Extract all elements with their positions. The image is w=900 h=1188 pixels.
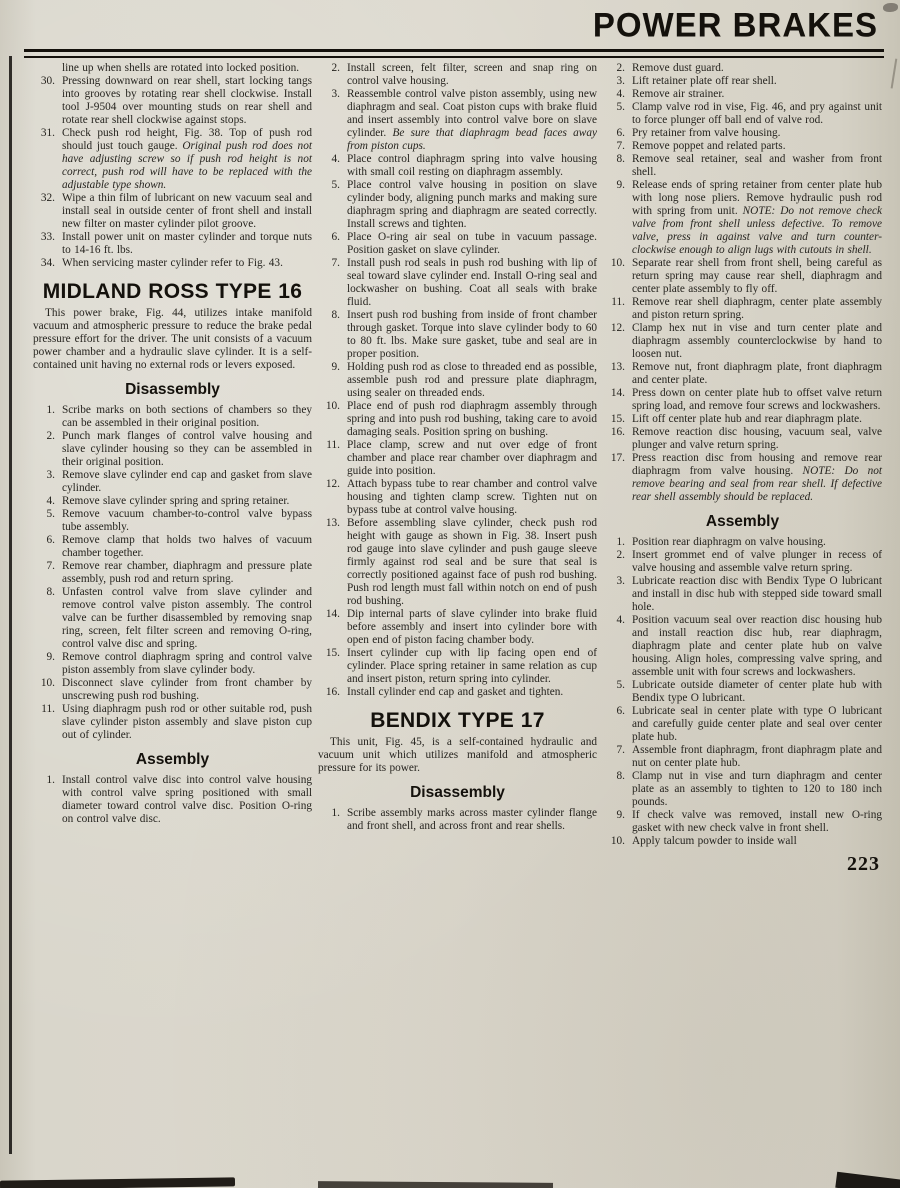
text-segment: Clamp hex nut in vise and turn center plate and diaphragm assembly counterclockwise by hand to loosen nut.	[632, 322, 882, 360]
item-text	[62, 430, 312, 469]
list-item	[603, 549, 882, 575]
item-text	[62, 62, 312, 75]
text-segment: Press down on center plate hub to offset valve return spring load, and remove four screws and lockwashers.	[632, 387, 882, 412]
item-text	[632, 322, 882, 361]
item-text	[632, 127, 882, 140]
item-number: 6.	[46, 534, 55, 546]
list-item	[603, 744, 882, 770]
item-number: 1.	[46, 404, 55, 416]
list-item	[318, 257, 597, 309]
list-item	[318, 179, 597, 231]
item-number: 3.	[46, 469, 55, 481]
item-text	[632, 296, 882, 322]
scan-artifact-left-edge	[9, 56, 12, 1154]
list-item	[603, 770, 882, 809]
item-number: 5.	[616, 101, 625, 113]
item-text	[347, 807, 597, 833]
item-text	[632, 536, 882, 549]
item-text	[62, 75, 312, 127]
text-segment: Place control valve housing in position on slave cylinder body, aligning punch marks and making sure diaphragm spring and diaphragm are seated correctly. Install screws and tighten.	[347, 179, 597, 230]
item-number: 4.	[46, 495, 55, 507]
list-item	[603, 322, 882, 361]
item-text	[632, 614, 882, 679]
item-number: 11.	[611, 296, 625, 308]
item-number: 1.	[616, 536, 625, 548]
list-item	[603, 296, 882, 322]
item-number: 10.	[325, 400, 340, 412]
item-number: 5.	[46, 508, 55, 520]
text-segment: Remove rear shell diaphragm, center plate assembly and piston return spring.	[632, 296, 882, 321]
item-text	[632, 75, 882, 88]
scan-artifact-top-right	[883, 3, 898, 12]
item-text	[347, 179, 597, 231]
paragraph	[318, 736, 597, 775]
list-item	[318, 361, 597, 400]
text-segment: Unfasten control valve from slave cylinder and remove control valve piston assembly. The control valve can be further disassembled by removing snap ring, screen, felt filter screen and removing O-ring, control valve disc and spring.	[62, 586, 312, 650]
item-text	[62, 257, 312, 270]
list-item	[33, 231, 312, 257]
paragraph	[33, 307, 312, 372]
item-number: 16.	[325, 686, 340, 698]
list-item	[318, 400, 597, 439]
text-segment: Attach bypass tube to rear chamber and control valve housing and tighten clamp screw. Tighten nut on bypass tube at control valve housing.	[347, 478, 597, 516]
item-text	[632, 140, 882, 153]
item-number: 8.	[46, 586, 55, 598]
text-segment: Clamp valve rod in vise, Fig. 46, and pry against unit to force plunger off ball end of valve rod.	[632, 101, 882, 126]
item-number: 5.	[616, 679, 625, 691]
item-text	[632, 413, 882, 426]
item-number: 10.	[40, 677, 55, 689]
list-item	[33, 75, 312, 127]
item-number: 2.	[616, 549, 625, 561]
text-segment: Remove poppet and related parts.	[632, 140, 786, 152]
header-rule	[24, 49, 884, 58]
item-text	[632, 101, 882, 127]
text-segment: Remove reaction disc housing, vacuum seal, valve plunger and valve return spring.	[632, 426, 882, 451]
scan-artifact-scribble	[884, 57, 898, 88]
text-segment: Disconnect slave cylinder from front chamber by unscrewing push rod bushing.	[62, 677, 312, 702]
item-number: 2.	[331, 62, 340, 74]
text-segment: Remove vacuum chamber-to-control valve bypass tube assembly.	[62, 508, 312, 533]
item-text	[62, 651, 312, 677]
item-number: 3.	[616, 575, 625, 587]
list-item	[33, 508, 312, 534]
item-text	[62, 508, 312, 534]
item-text	[347, 257, 597, 309]
item-text	[347, 608, 597, 647]
list-item	[318, 686, 597, 699]
item-number: 13.	[610, 361, 625, 373]
scan-artifact-bottom-middle	[318, 1181, 553, 1188]
text-segment: NOTE: Do not remove bearing and seal from rear shell. If defective rear shell assembly should be replaced.	[632, 465, 883, 503]
item-text	[62, 231, 312, 257]
list-item	[33, 677, 312, 703]
text-segment: Insert push rod bushing from inside of front chamber through gasket. Torque into slave cylinder body to 60 to 80 ft. lbs. Make sure gasket, tube and seal are in proper position.	[347, 309, 597, 360]
list-item	[33, 774, 312, 826]
list-item	[33, 586, 312, 651]
item-number: 9.	[331, 361, 340, 373]
item-number: 7.	[331, 257, 340, 269]
text-segment: Remove dust guard.	[632, 62, 724, 74]
list-item	[33, 469, 312, 495]
list-item	[603, 62, 882, 75]
item-text	[62, 703, 312, 742]
list-item	[33, 651, 312, 677]
item-number: 7.	[616, 744, 625, 756]
list-item	[318, 608, 597, 647]
item-number: 33.	[40, 231, 55, 243]
list-item	[318, 647, 597, 686]
text-segment: Lubricate seal in center plate with type O lubricant and carefully guide center plate and seal over center plate hub.	[632, 705, 882, 743]
item-number: 2.	[616, 62, 625, 74]
list-item	[33, 62, 312, 75]
item-number: 8.	[616, 770, 625, 782]
text-segment: Place clamp, screw and nut over edge of front chamber and place rear chamber over diaphragm and guide into position.	[347, 439, 597, 477]
text-segment: Scribe assembly marks across master cylinder flange and front shell, and across front and rear shells.	[347, 807, 597, 832]
item-number: 31.	[40, 127, 55, 139]
item-number: 6.	[616, 127, 625, 139]
item-number: 3.	[331, 88, 340, 100]
subsection-heading: Disassembly	[410, 784, 505, 801]
text-column-2	[318, 62, 597, 833]
item-text	[347, 361, 597, 400]
item-number: 11.	[41, 703, 55, 715]
list-item	[603, 452, 882, 504]
list-item	[603, 426, 882, 452]
item-text	[62, 469, 312, 495]
text-segment: Punch mark flanges of control valve housing and slave cylinder housing so they can be assembled in their original position.	[62, 430, 312, 468]
item-text	[632, 575, 882, 614]
list-item	[603, 127, 882, 140]
text-segment: Place O-ring air seal on tube in vacuum passage. Position gasket on slave cylinder.	[347, 231, 597, 256]
item-text	[347, 62, 597, 88]
text-segment: Assemble front diaphragm, front diaphragm plate and nut on center plate hub.	[632, 744, 882, 769]
item-number: 13.	[325, 517, 340, 529]
text-segment: Position vacuum seal over reaction disc housing hub and install reaction disc hub, rear diaphragm, diaphragm plate and center plate hub on valve housing. Align holes, compressing valve spring, and assemble unit with four screws and lockwashers.	[632, 614, 882, 678]
text-segment: If check valve was removed, install new O-ring gasket with new check valve in front shell.	[632, 809, 882, 834]
item-text	[632, 549, 882, 575]
text-segment: Place end of push rod diaphragm assembly through spring and into push rod bushing, taking care to avoid damaging seals. Position spring on bushing.	[347, 400, 597, 438]
item-text	[632, 452, 882, 504]
list-item	[603, 835, 882, 848]
item-text	[632, 387, 882, 413]
text-segment: Place control diaphragm spring into valve housing with small coil resting on diaphragm assembly.	[347, 153, 597, 178]
item-number	[33, 62, 62, 75]
item-number: 10.	[610, 257, 625, 269]
subsection-heading: Disassembly	[125, 381, 220, 398]
text-segment: Remove air strainer.	[632, 88, 725, 100]
text-segment: Lift off center plate hub and rear diaphragm plate.	[632, 413, 862, 425]
list-item	[33, 703, 312, 742]
item-text	[632, 744, 882, 770]
item-number: 9.	[616, 179, 625, 191]
item-text	[632, 179, 882, 257]
item-text	[347, 309, 597, 361]
list-item	[603, 257, 882, 296]
item-text	[62, 560, 312, 586]
item-number: 17.	[610, 452, 625, 464]
item-number: 9.	[46, 651, 55, 663]
text-segment: Original push rod does not have adjusting screw so if push rod height is not correct, push rod will have to be replaced with the adjustable type shown.	[62, 140, 312, 191]
item-number: 8.	[616, 153, 625, 165]
item-number: 12.	[610, 322, 625, 334]
item-text	[632, 770, 882, 809]
text-segment: When servicing master cylinder refer to Fig. 43.	[62, 257, 283, 269]
text-segment: Install screen, felt filter, screen and snap ring on control valve housing.	[347, 62, 597, 87]
section-heading: MIDLAND ROSS TYPE 16	[42, 280, 303, 303]
item-text	[632, 835, 882, 848]
list-item	[33, 560, 312, 586]
list-item	[318, 807, 597, 833]
page-header	[593, 6, 878, 44]
text-segment: Apply talcum powder to inside wall	[632, 835, 797, 847]
item-text	[62, 534, 312, 560]
list-item	[603, 413, 882, 426]
item-text	[62, 192, 312, 231]
text-segment: Install cylinder end cap and gasket and tighten.	[347, 686, 564, 698]
list-item	[603, 705, 882, 744]
item-text	[632, 679, 882, 705]
item-text	[62, 127, 312, 192]
list-item	[603, 614, 882, 679]
text-segment: Using diaphragm push rod or other suitable rod, push slave cylinder piston assembly and slave piston cup out of cylinder.	[62, 703, 312, 741]
list-item	[33, 534, 312, 560]
list-item	[33, 430, 312, 469]
text-segment: Before assembling slave cylinder, check push rod height with gauge as shown in Fig. 38. Insert push rod gauge into slave cylinder and push gauge sleeve firmly against rod seal and be sure that seal is correctly positioned against face of push rod bushing. Push rod length must fall within notch on end of push rod bushing.	[347, 517, 597, 607]
item-text	[62, 404, 312, 430]
text-segment: This power brake, Fig. 44, utilizes intake manifold vacuum and atmospheric pressure to reduce the brake pedal pressure effort for the driver. The unit consists of a vacuum power chamber and a hydraulic slave cylinder. It is a self-contained unit having no external rods or levers exposed.	[33, 307, 312, 371]
item-text	[62, 495, 312, 508]
text-segment: Remove clamp that holds two halves of vacuum chamber together.	[62, 534, 312, 559]
item-number: 3.	[616, 75, 625, 87]
text-segment: Lift retainer plate off rear shell.	[632, 75, 777, 87]
text-segment: Scribe marks on both sections of chambers so they can be assembled in their original position.	[62, 404, 312, 429]
item-number: 10.	[610, 835, 625, 847]
item-text	[62, 677, 312, 703]
subsection-heading: Assembly	[135, 751, 210, 768]
text-segment: Insert cylinder cup with lip facing open end of cylinder. Place spring retainer in same relation as cup and insert piston, return spring into cylinder.	[347, 647, 597, 685]
item-number: 15.	[610, 413, 625, 425]
item-number: 8.	[331, 309, 340, 321]
text-segment: Insert grommet end of valve plunger in recess of valve housing and assemble valve return spring.	[632, 549, 882, 574]
item-text	[347, 439, 597, 478]
list-item	[603, 361, 882, 387]
item-text	[62, 774, 312, 826]
list-item	[603, 101, 882, 127]
item-number: 4.	[616, 614, 625, 626]
item-text	[347, 88, 597, 153]
item-number: 14.	[610, 387, 625, 399]
item-number: 14.	[325, 608, 340, 620]
text-column-1	[33, 62, 312, 826]
text-segment: Install power unit on master cylinder and torque nuts to 14-16 ft. lbs.	[62, 231, 312, 256]
item-number: 4.	[616, 88, 625, 100]
item-number: 7.	[46, 560, 55, 572]
scan-artifact-bottom-right	[835, 1172, 900, 1188]
item-number: 32.	[40, 192, 55, 204]
item-number: 2.	[46, 430, 55, 442]
text-column-3	[603, 62, 883, 875]
item-text	[632, 257, 882, 296]
list-item	[318, 153, 597, 179]
list-item	[603, 575, 882, 614]
list-item	[603, 179, 882, 257]
list-item	[603, 75, 882, 88]
text-segment: Reassemble control valve piston assembly, using new diaphragm and seal. Coat piston cups with brake fluid and insert assembly into control valve bore on slave cylinder.	[347, 88, 597, 139]
list-item	[603, 140, 882, 153]
text-segment: Dip internal parts of slave cylinder into brake fluid before assembly and insert into cylinder bore with open end of piston facing chamber body.	[347, 608, 597, 646]
list-item	[603, 679, 882, 705]
list-item	[603, 809, 882, 835]
list-item	[603, 153, 882, 179]
list-item	[33, 257, 312, 270]
item-number: 1.	[46, 774, 55, 786]
item-text	[632, 62, 882, 75]
text-segment: Lubricate outside diameter of center plate hub with Bendix type O lubricant.	[632, 679, 882, 704]
item-text	[62, 586, 312, 651]
item-text	[632, 361, 882, 387]
section-heading: BENDIX TYPE 17	[370, 709, 545, 732]
page-number: 223	[847, 853, 880, 875]
text-segment: Release ends of spring retainer from center plate hub with long nose pliers. Remove hydraulic push rod with spring from unit.	[632, 179, 882, 217]
text-segment: Pressing downward on rear shell, start locking tangs into grooves by rotating rear shell clockwise. Install tool J-9504 over mounting studs on rear shell and rotate rear shell clockwise against stops.	[62, 75, 312, 126]
item-text	[632, 426, 882, 452]
text-segment: Separate rear shell from front shell, being careful as return spring may cause rear shell, diaphragm and center plate assembly to fly off.	[632, 257, 882, 295]
item-number: 5.	[331, 179, 340, 191]
item-number: 6.	[331, 231, 340, 243]
item-text	[632, 705, 882, 744]
list-item	[603, 387, 882, 413]
text-segment: Press reaction disc from housing and remove rear diaphragm from valve housing.	[632, 452, 882, 477]
text-segment: This unit, Fig. 45, is a self-contained hydraulic and vacuum unit which utilizes manifold and atmospheric pressure for its power.	[318, 736, 597, 774]
list-item	[318, 88, 597, 153]
text-segment: Pry retainer from valve housing.	[632, 127, 781, 139]
item-number: 6.	[616, 705, 625, 717]
list-item	[318, 517, 597, 608]
text-segment: line up when shells are rotated into locked position.	[62, 62, 300, 74]
item-number: 1.	[331, 807, 340, 819]
text-segment: Wipe a thin film of lubricant on new vacuum seal and install seal in outside center of front shell and install new filter on master cylinder pilot groove.	[62, 192, 312, 230]
text-segment: Remove nut, front diaphragm plate, front diaphragm and center plate.	[632, 361, 882, 386]
list-item	[33, 127, 312, 192]
item-text	[347, 153, 597, 179]
item-text	[347, 517, 597, 608]
item-number: 15.	[325, 647, 340, 659]
text-segment: Remove seal retainer, seal and washer from front shell.	[632, 153, 882, 178]
list-item	[33, 192, 312, 231]
list-item	[603, 536, 882, 549]
list-item	[318, 439, 597, 478]
item-number: 12.	[325, 478, 340, 490]
text-segment: Position rear diaphragm on valve housing.	[632, 536, 826, 548]
text-segment: Remove slave cylinder spring and spring retainer.	[62, 495, 290, 507]
list-item	[603, 88, 882, 101]
item-number: 9.	[616, 809, 625, 821]
text-segment: Clamp nut in vise and turn diaphragm and center plate as an assembly to tighten to 120 to 180 inch pounds.	[632, 770, 882, 808]
item-text	[347, 686, 597, 699]
list-item	[33, 495, 312, 508]
text-segment: Remove rear chamber, diaphragm and pressure plate assembly, push rod and return spring.	[62, 560, 312, 585]
item-text	[632, 809, 882, 835]
item-number: 34.	[40, 257, 55, 269]
list-item	[318, 478, 597, 517]
item-text	[632, 88, 882, 101]
list-item	[318, 62, 597, 88]
text-segment: Holding push rod as close to threaded end as possible, assemble push rod and pressure plate diaphragm, using sealer on threaded ends.	[347, 361, 597, 399]
item-text	[632, 153, 882, 179]
item-number: 11.	[326, 439, 340, 451]
item-number: 7.	[616, 140, 625, 152]
list-item	[318, 231, 597, 257]
item-number: 30.	[40, 75, 55, 87]
text-segment: Check push rod height, Fig. 38. Top of push rod should just touch gauge.	[62, 127, 312, 152]
text-segment: Remove slave cylinder end cap and gasket from slave cylinder.	[62, 469, 312, 494]
page-title: POWER BRAKES	[592, 5, 878, 44]
text-segment: NOTE: Do not remove check valve from front shell unless defective. To remove valve, press in against valve and turn counter-clockwise enough to align lugs with cutouts in shell.	[632, 205, 882, 256]
text-segment: Install control valve disc into control valve housing with control valve spring positioned with small diameter toward control valve disc. Position O-ring on control valve disc.	[62, 774, 312, 825]
text-segment: Lubricate reaction disc with Bendix Type O lubricant and install in disc hub with stepped side toward small hole.	[632, 575, 882, 613]
item-text	[347, 478, 597, 517]
text-segment: Install push rod seals in push rod bushing with lip of seal toward slave cylinder end. Install O-ring seal and lockwasher on bushing. Coat all seals with brake fluid.	[347, 257, 597, 308]
text-segment: Be sure that diaphragm bead faces away from piston cups.	[347, 127, 597, 152]
item-text	[347, 400, 597, 439]
item-text	[347, 647, 597, 686]
list-item	[33, 404, 312, 430]
text-segment: Remove control diaphragm spring and control valve piston assembly from slave cylinder body.	[62, 651, 312, 676]
subsection-heading: Assembly	[705, 513, 780, 530]
item-number: 16.	[610, 426, 625, 438]
scan-artifact-bottom-left	[0, 1177, 235, 1188]
list-item	[318, 309, 597, 361]
item-text	[347, 231, 597, 257]
item-number: 4.	[331, 153, 340, 165]
